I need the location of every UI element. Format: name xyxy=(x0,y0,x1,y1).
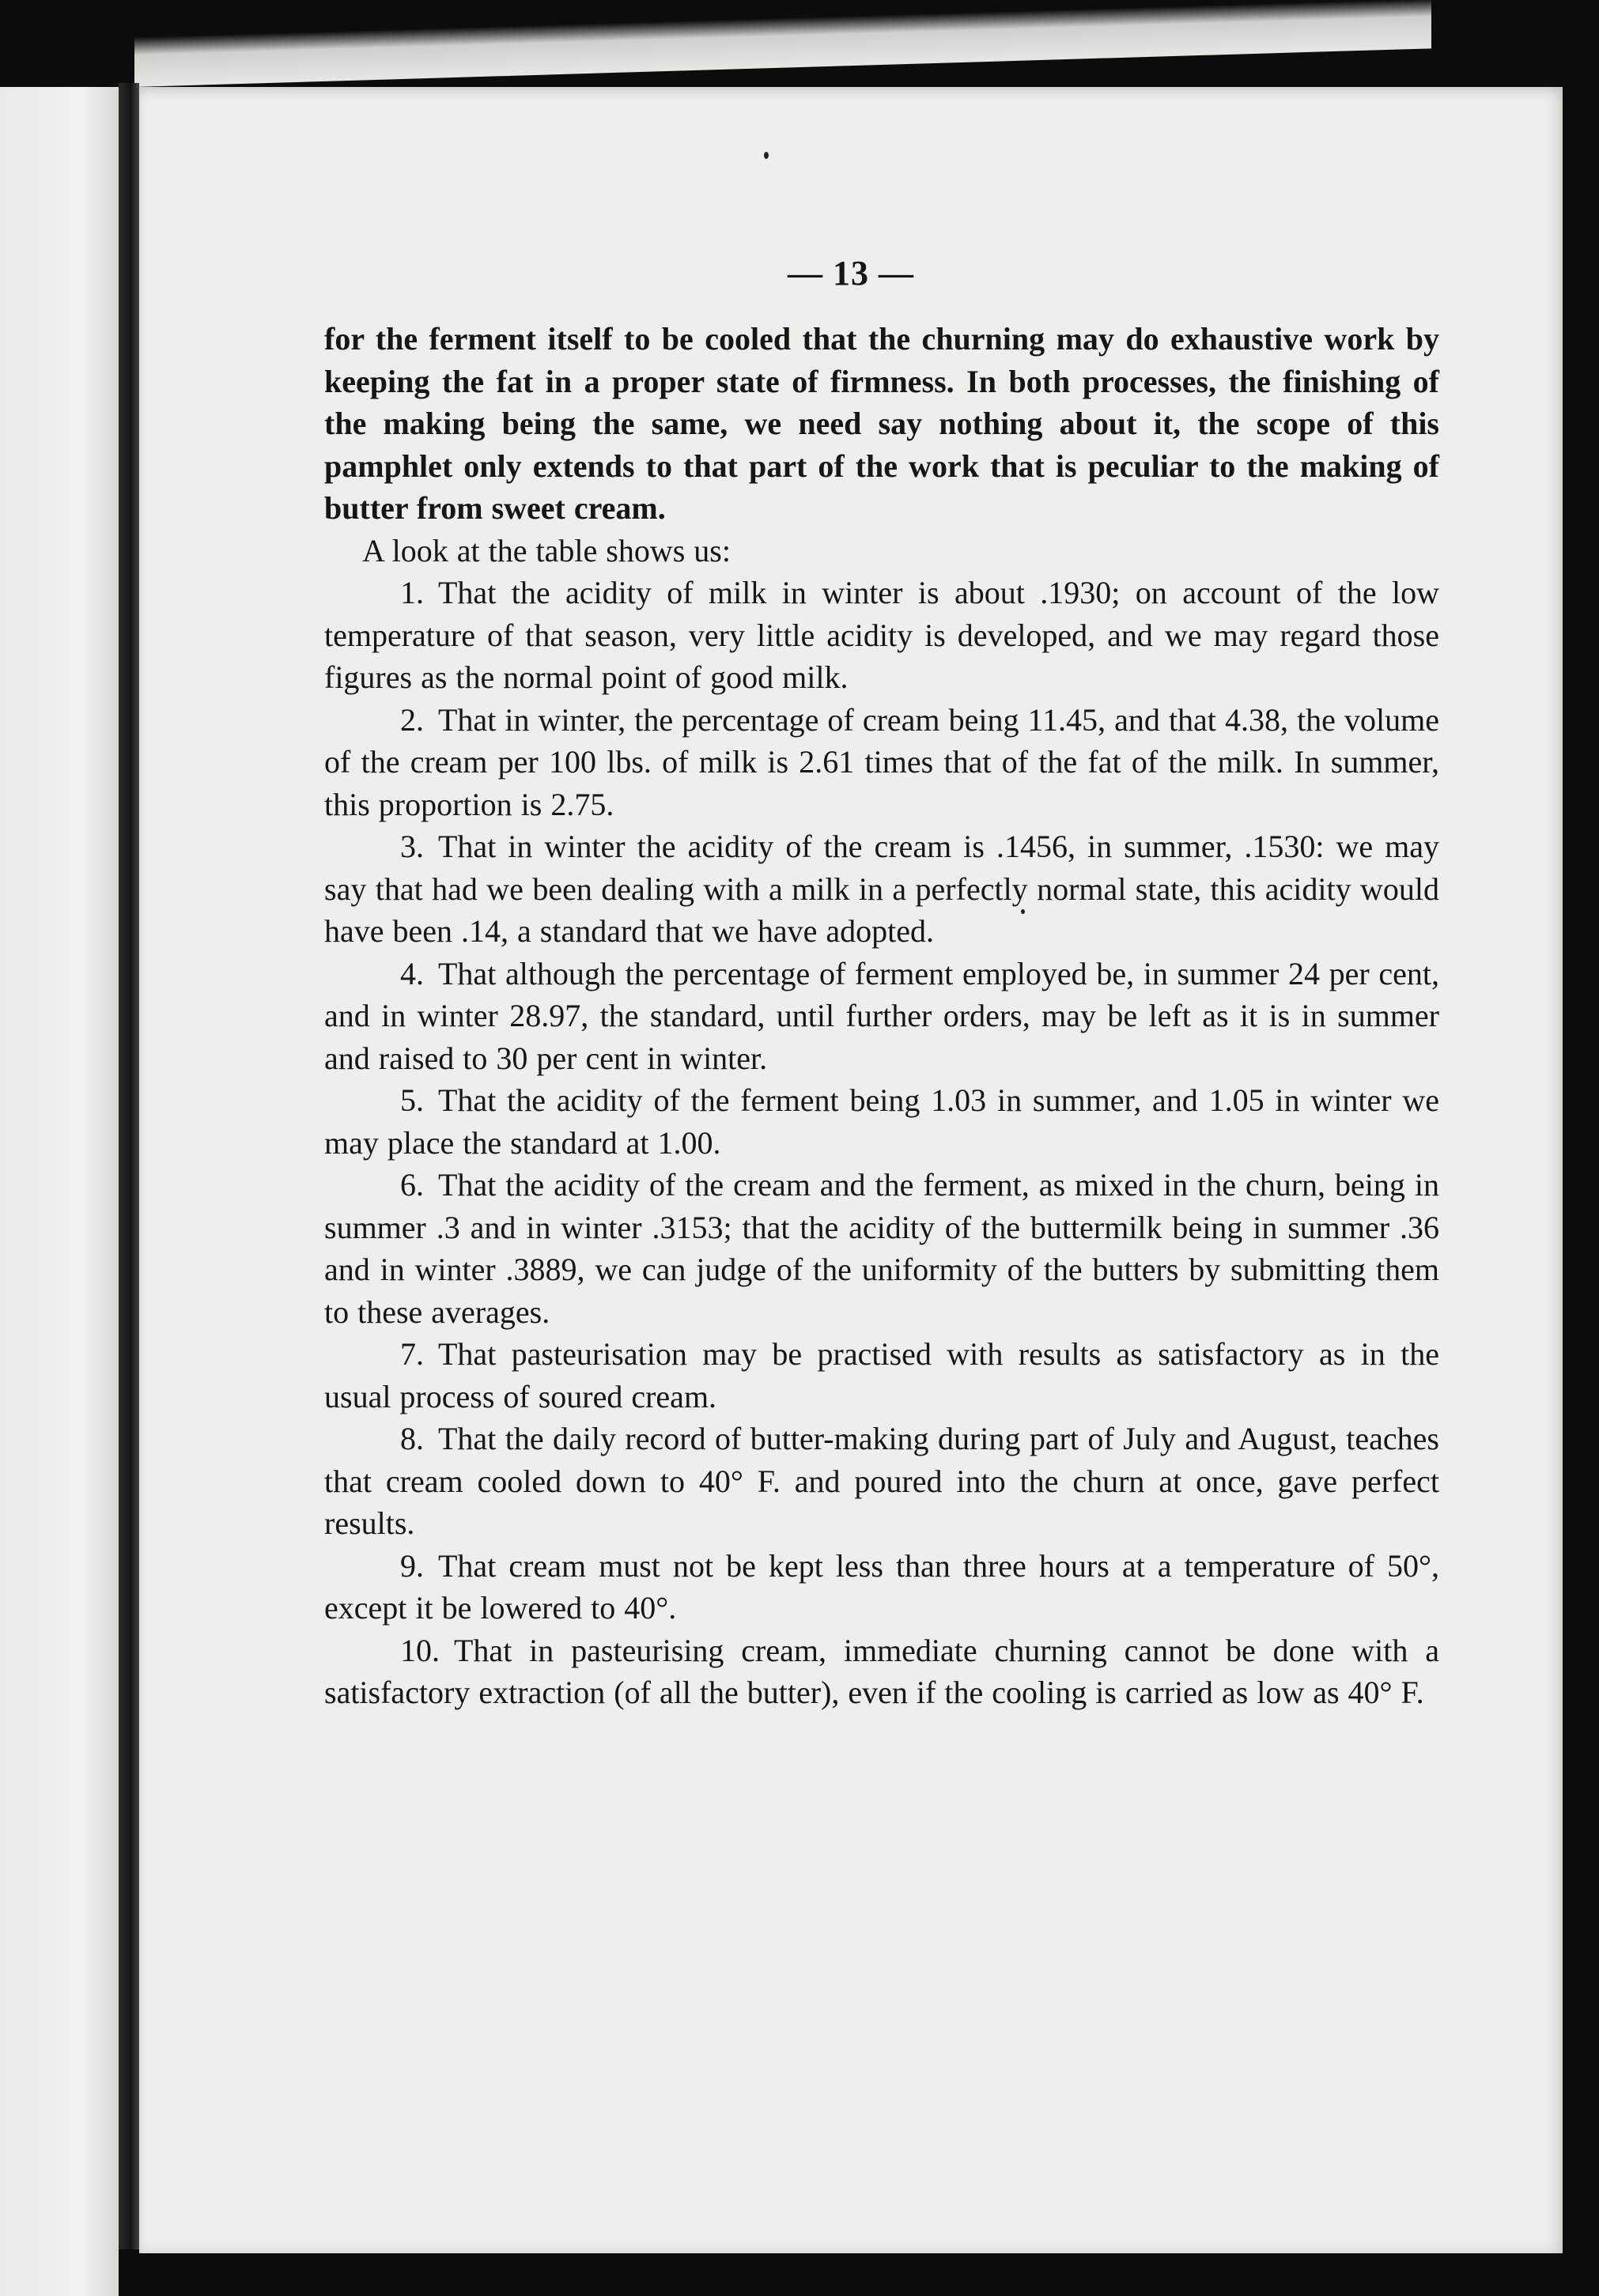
list-item-number: 7. xyxy=(400,1336,424,1372)
list-item-text: That the acidity of the cream and the ferment, as mixed in the churn, being in summer .3 and in winter .3153; that the acidity of the buttermilk being in summer .36 and in winter .3889, we can judge of the uniformity of the butters by submitting them to these averages. xyxy=(324,1167,1439,1330)
book-page xyxy=(139,87,1563,2253)
list-item xyxy=(324,1079,1439,1164)
lead-sentence: A look at the table shows us: xyxy=(362,532,731,568)
list-item xyxy=(324,1545,1439,1629)
page-top-edge xyxy=(134,0,1431,87)
ink-speck xyxy=(764,152,769,159)
list-item-number: 4. xyxy=(400,955,424,991)
list-item-number: 3. xyxy=(400,829,424,864)
list-item xyxy=(324,1629,1439,1714)
list-item xyxy=(324,1418,1439,1545)
page-number: — 13 — xyxy=(788,254,914,293)
list-item xyxy=(324,699,1439,826)
intro-paragraph: for the ferment itself to be cooled that the churning may do exhaustive work by keeping the fat in a proper state of firmness. In both processes, the finishing of the making being the same, we need say nothing about it, the scope of this pamphlet only extends to that part of the work that is peculiar to the making of butter from sweet cream. xyxy=(324,321,1439,526)
list-item-text: That in winter, the percentage of cream being 11.45, and that 4.38, the volume of the cream per 100 lbs. of milk is 2.61 times that of the fat of the milk. In summer, this proportion is 2.75. xyxy=(324,701,1439,822)
list-item-number: 5. xyxy=(400,1082,424,1118)
list-item xyxy=(324,1164,1439,1333)
list-item xyxy=(324,825,1439,953)
list-item-number: 9. xyxy=(400,1547,424,1584)
list-item-text: That although the percentage of ferment employed be, in summer 24 per cent, and in winter 28.97, the standard, until further orders, may be left as it is in summer and raised to 30 per cent in winter. xyxy=(324,955,1439,1076)
list-item-text: That the acidity of milk in winter is about .1930; on account of the low temperature of that season, very little acidity is developed, and we may regard those figures as the normal point of good milk. xyxy=(324,575,1439,695)
left-page-margin xyxy=(0,87,119,2296)
list-item-text: That the daily record of butter-making during part of July and August, teaches that cream cooled down to 40° F. and poured into the churn at once, gave perfect results. xyxy=(324,1421,1439,1541)
body-text xyxy=(324,318,1439,1714)
list-item-number: 8. xyxy=(400,1421,424,1456)
list-item-text: That in winter the acidity of the cream is .1456, in summer, .1530: we may say that had we been dealing with a milk in a perfectly normal state, this acidity would have been .14, a standard that we have adopted. xyxy=(324,829,1439,949)
list-item-text: That in pasteurising cream, immediate churning cannot be done with a satisfactory extraction (of all the butter), even if the cooling is carried as low as 40° F. xyxy=(324,1632,1439,1710)
list-item-text: That cream must not be kept less than three hours at a temperature of 50°, except it be lowered to 40°. xyxy=(324,1547,1439,1626)
list-item-number: 10. xyxy=(400,1632,440,1668)
list-item-number: 1. xyxy=(400,575,424,610)
list-item xyxy=(324,572,1439,699)
list-item-number: 2. xyxy=(400,701,424,738)
list-item xyxy=(324,1333,1439,1418)
book-binding-edge xyxy=(119,83,139,2249)
list-item xyxy=(324,953,1439,1080)
list-item-number: 6. xyxy=(400,1167,424,1203)
list-item-text: That pasteurisation may be practised with results as satisfactory as in the usual process of soured cream. xyxy=(324,1336,1439,1414)
list-item-text: That the acidity of the ferment being 1.03 in summer, and 1.05 in winter we may place the standard at 1.00. xyxy=(324,1082,1439,1161)
